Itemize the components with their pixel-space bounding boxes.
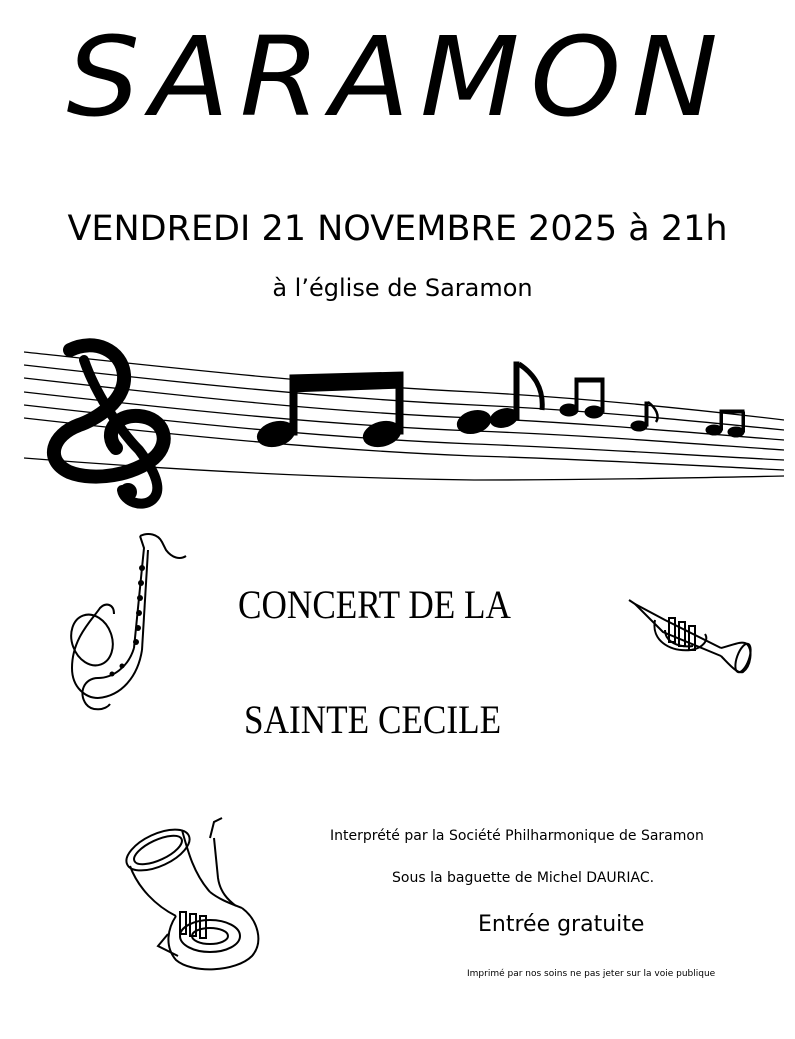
music-staff-with-notes-icon (24, 330, 784, 510)
poster-title: SARAMON (66, 13, 729, 141)
saxophone-icon (62, 528, 192, 718)
event-venue: à l’église de Saramon (272, 274, 533, 302)
print-notice: Imprimé par nos soins ne pas jeter sur la voie publique (467, 969, 716, 979)
concert-title-line2: SAINTE CECILE (244, 697, 502, 742)
treble-clef-icon (54, 345, 164, 503)
free-entry-notice: Entrée gratuite (478, 912, 645, 937)
concert-title-line1: CONCERT DE LA (238, 582, 511, 627)
conductor-credit: Sous la baguette de Michel DAURIAC. (392, 870, 655, 886)
trumpet-icon (625, 590, 755, 685)
tuba-icon (118, 808, 268, 978)
performer-credit: Interprété par la Société Philharmonique de Saramon (330, 828, 704, 844)
event-date: VENDREDI 21 NOVEMBRE 2025 à 21h (67, 209, 728, 249)
